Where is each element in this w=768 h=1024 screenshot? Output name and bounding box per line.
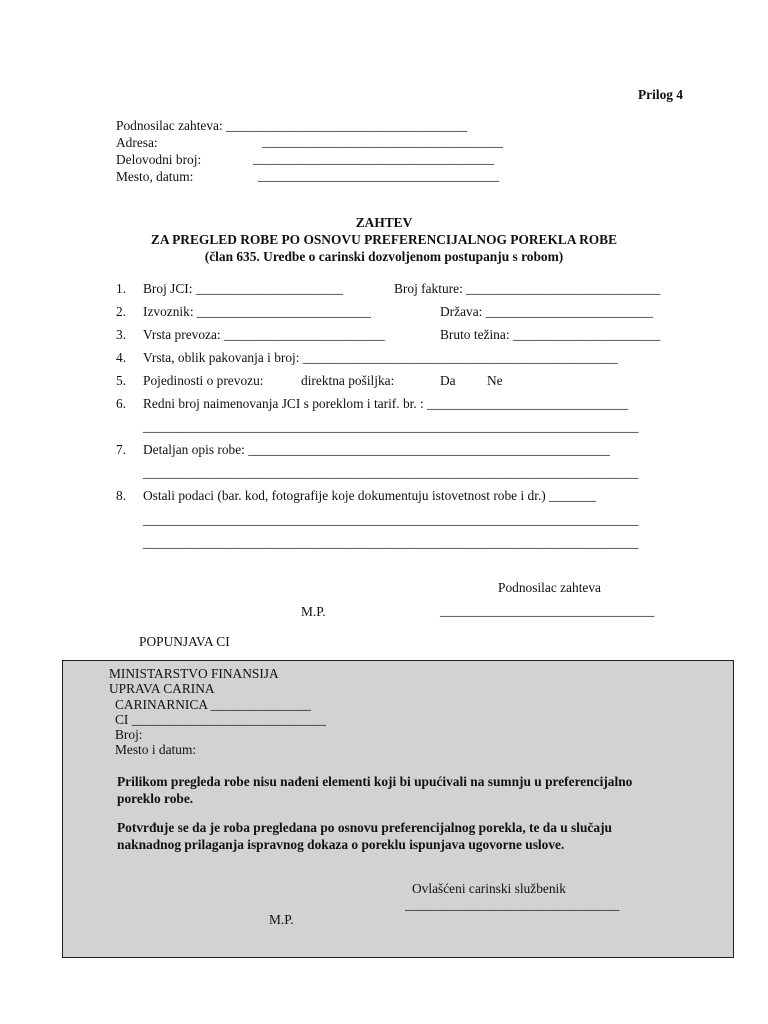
document-subtitle: ZA PREGLED ROBE PO OSNOVU PREFERENCIJALNOG POREKLA ROBE [150, 232, 618, 247]
customs-office-field[interactable]: CARINARNICA _______________ [115, 697, 312, 712]
annex-label: Prilog 4 [638, 87, 683, 102]
item-number: 2. [116, 304, 127, 319]
direct-shipment-no-option[interactable]: Ne [487, 373, 503, 388]
reference-number-field[interactable]: ____________________________________ [253, 151, 495, 166]
inspection-statement [117, 773, 705, 824]
item-number: 3. [116, 327, 127, 342]
confirmation-statement [117, 819, 705, 870]
stamp-label: M.P. [301, 604, 326, 619]
gross-weight-field[interactable]: Bruto težina: ______________________ [440, 327, 661, 342]
ministry-label: MINISTARSTVO FINANSIJA [109, 666, 279, 681]
item-number: 1. [116, 281, 127, 296]
document-title: ZAHTEV [355, 215, 413, 230]
jci-number-field[interactable]: Broj JCI: ______________________ [143, 281, 344, 296]
direct-shipment-label: direktna pošiljka: [301, 373, 395, 388]
inspection-statement-line2: poreklo robe. [117, 791, 194, 806]
number-label: Broj: [115, 727, 143, 742]
officer-signature-line[interactable]: ________________________________ [405, 897, 620, 912]
confirmation-statement-line2: naknadnog prilaganja ispravnog dokaza o poreklu ispunjava ugovorne uslove. [117, 837, 565, 852]
ci-field[interactable]: CI _____________________________ [115, 712, 326, 727]
inspection-statement-line1: Prilikom pregleda robe nisu nađeni elementi koji bi upućivali na sumnju u preferencijalno [117, 774, 633, 789]
goods-description-field-line2[interactable]: __________________________________________________________________________ [143, 465, 639, 480]
goods-description-field[interactable]: Detaljan opis robe: ______________________________________________________ [143, 442, 610, 457]
confirmation-statement-line1: Potvrđuje se da je roba pregledana po osnovu preferencijalnog porekla, te da u slučaju [117, 820, 612, 835]
other-data-field-line3[interactable]: __________________________________________________________________________ [143, 535, 639, 550]
applicant-signature-label: Podnosilac zahteva [498, 580, 601, 595]
jci-item-tariff-field[interactable]: Redni broj naimenovanja JCI s poreklom i tarif. br. : ______________________________ [143, 396, 628, 411]
item-number: 4. [116, 350, 127, 365]
item-number: 5. [116, 373, 127, 388]
document-legal-reference: (član 635. Uredbe o carinski dozvoljenom postupanju s robom) [204, 249, 564, 264]
place-date-label: Mesto i datum: [115, 742, 197, 757]
transport-type-field[interactable]: Vrsta prevoza: ________________________ [143, 327, 385, 342]
customs-office-section [62, 660, 734, 958]
address-field[interactable]: ____________________________________ [262, 134, 504, 149]
direct-shipment-yes-option[interactable]: Da [440, 373, 456, 388]
applicant-signature-line[interactable]: ________________________________ [440, 603, 655, 618]
jci-item-tariff-field-line2[interactable]: __________________________________________________________________________ [143, 419, 639, 434]
applicant-field[interactable]: Podnosilac zahteva: ____________________________________ [116, 118, 468, 133]
exporter-field[interactable]: Izvoznik: __________________________ [143, 304, 371, 319]
customs-stamp-label: M.P. [269, 912, 294, 927]
item-number: 7. [116, 442, 127, 457]
other-data-field-line2[interactable]: __________________________________________________________________________ [143, 512, 639, 527]
place-date-field[interactable]: ____________________________________ [258, 168, 500, 183]
administration-label: UPRAVA CARINA [109, 681, 215, 696]
reference-number-label: Delovodni broj: [116, 152, 202, 167]
officer-label: Ovlašćeni carinski službenik [412, 881, 566, 896]
address-label: Adresa: [116, 135, 158, 150]
item-number: 6. [116, 396, 127, 411]
transport-details-label: Pojedinosti o prevozu: [143, 373, 264, 388]
packaging-field[interactable]: Vrsta, oblik pakovanja i broj: _______________________________________________ [143, 350, 618, 365]
place-date-label: Mesto, datum: [116, 169, 194, 184]
item-number: 8. [116, 488, 127, 503]
invoice-number-field[interactable]: Broj fakture: _____________________________ [394, 281, 661, 296]
filled-by-customs-label: POPUNJAVA CI [139, 634, 230, 649]
country-field[interactable]: Država: _________________________ [440, 304, 654, 319]
other-data-field[interactable]: Ostali podaci (bar. kod, fotografije koje dokumentuju istovetnost robe i dr.) _______ [143, 488, 596, 503]
